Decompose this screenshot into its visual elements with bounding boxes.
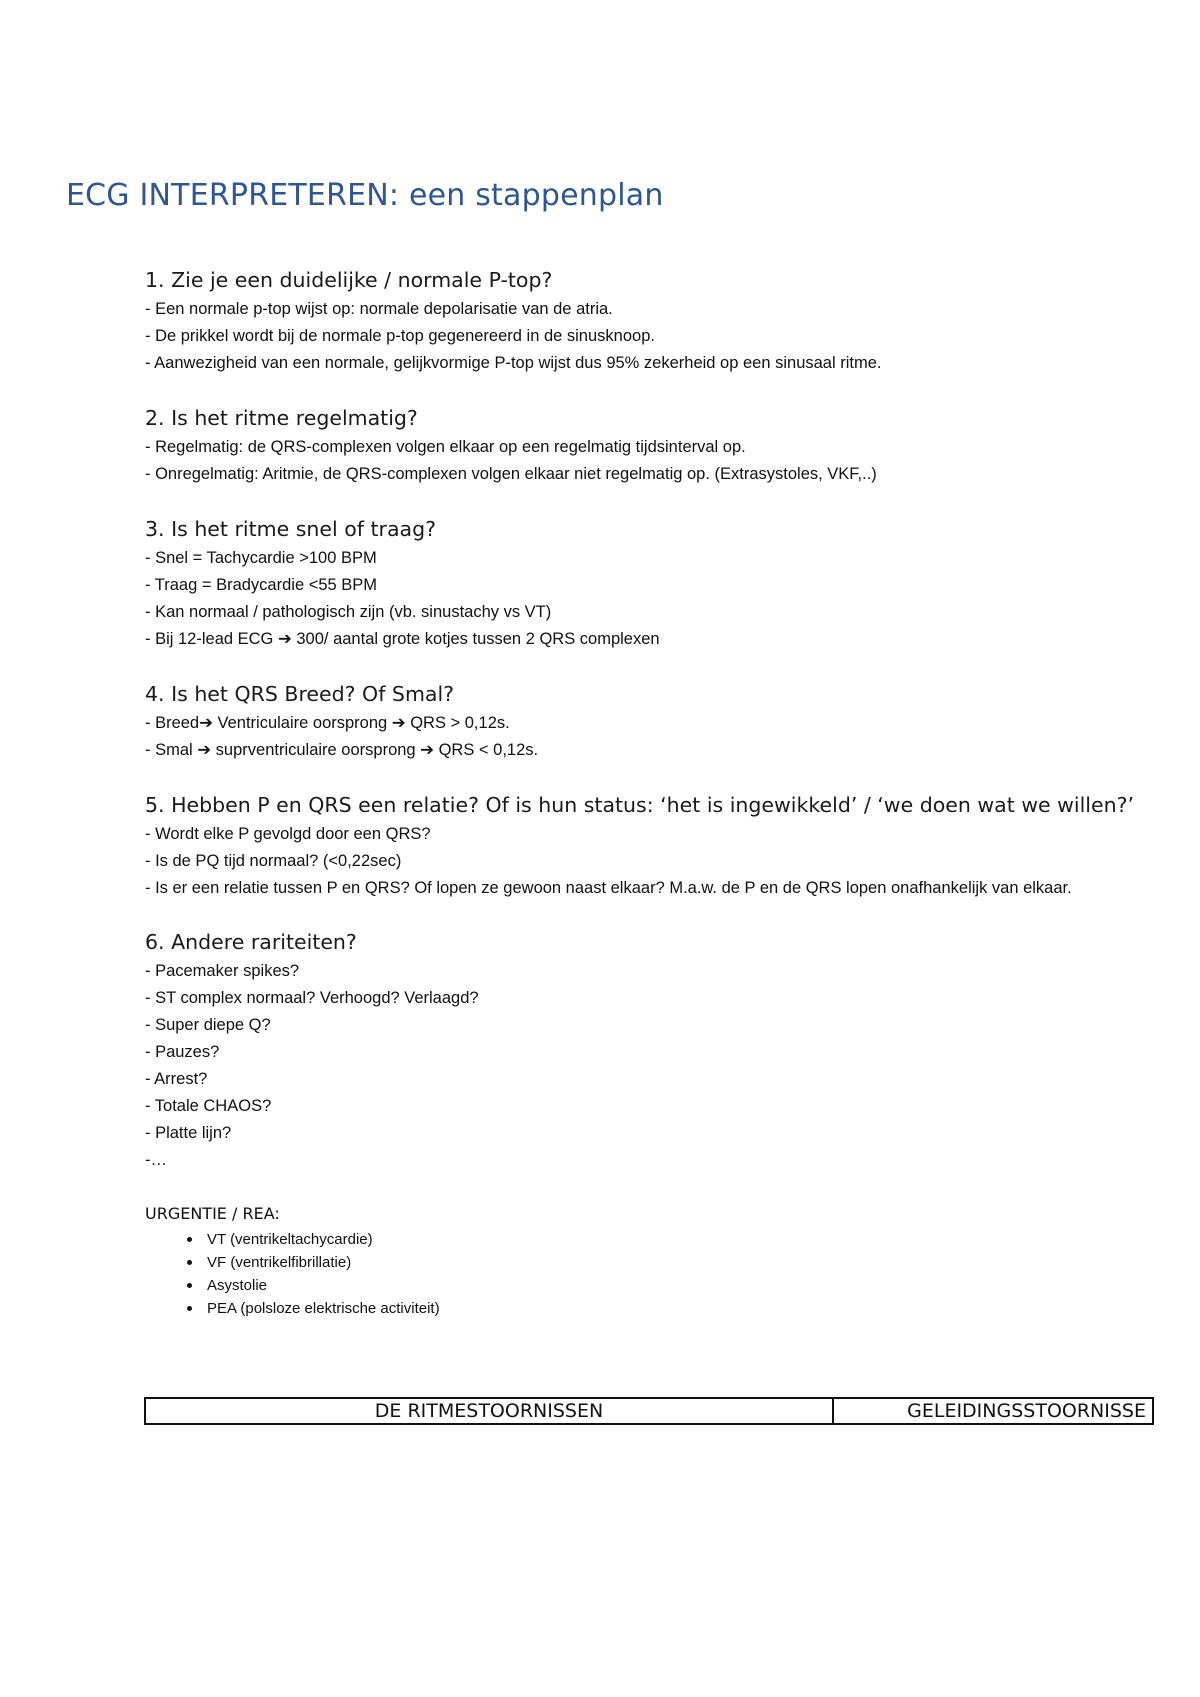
section-heading: 4. Is het QRS Breed? Of Smal? bbox=[145, 682, 455, 706]
urgentie-item: VF (ventrikelfibrillatie) bbox=[207, 1251, 1135, 1274]
section-list bbox=[145, 296, 1135, 377]
table-header-geleidingsstoornissen: GELEIDINGSSTOORNISSE bbox=[907, 1400, 1146, 1422]
urgentie-item: Asystolie bbox=[207, 1274, 1135, 1297]
list-item: - Is er een relatie tussen P en QRS? Of lopen ze gewoon naast elkaar? M.a.w. de P en de QRS lopen onafhankelijk van elkaar. bbox=[145, 879, 1072, 897]
list-item: - Pacemaker spikes? bbox=[145, 962, 300, 980]
table-header-ritmestoornissen: DE RITMESTOORNISSEN bbox=[146, 1399, 834, 1423]
list-item: - Arrest? bbox=[145, 1070, 208, 1088]
section-heading: 1. Zie je een duidelijke / normale P-top? bbox=[145, 268, 553, 292]
section-heading: 2. Is het ritme regelmatig? bbox=[145, 406, 418, 430]
document-title: ECG INTERPRETEREN: een stappenplan bbox=[66, 178, 664, 213]
list-item: - Aanwezigheid van een normale, gelijkvormige P-top wijst dus 95% zekerheid op een sinusaal ritme. bbox=[145, 354, 882, 372]
list-item: - Regelmatig: de QRS-complexen volgen elkaar op een regelmatig tijdsinterval op. bbox=[145, 438, 746, 456]
section-list bbox=[145, 434, 1135, 488]
list-item: - Snel = Tachycardie >100 BPM bbox=[145, 549, 377, 567]
table-header-row bbox=[144, 1397, 1154, 1425]
section-list bbox=[145, 710, 1135, 764]
list-item: - Pauzes? bbox=[145, 1043, 220, 1061]
list-item: - De prikkel wordt bij de normale p-top gegenereerd in de sinusknoop. bbox=[145, 327, 655, 345]
list-item: - Breed➔ Ventriculaire oorsprong ➔ QRS > 0,12s. bbox=[145, 714, 510, 732]
section-andere-rariteiten bbox=[145, 930, 1135, 1174]
list-item: - Platte lijn? bbox=[145, 1124, 232, 1142]
section-p-top bbox=[145, 268, 1135, 377]
section-list bbox=[145, 545, 1135, 653]
urgentie-block bbox=[145, 1203, 1135, 1320]
list-item: - Is de PQ tijd normaal? (<0,22sec) bbox=[145, 852, 402, 870]
list-item: -… bbox=[145, 1151, 167, 1169]
list-item: - Super diepe Q? bbox=[145, 1016, 271, 1034]
section-heading: 6. Andere rariteiten? bbox=[145, 930, 357, 954]
section-list bbox=[145, 821, 1135, 901]
section-regelmatig bbox=[145, 406, 1135, 488]
section-p-qrs-relatie bbox=[145, 793, 1135, 901]
urgentie-item: VT (ventrikeltachycardie) bbox=[207, 1228, 1135, 1251]
list-item: - Bij 12-lead ECG ➔ 300/ aantal grote kotjes tussen 2 QRS complexen bbox=[145, 630, 660, 648]
urgentie-label: URGENTIE / REA: bbox=[145, 1204, 280, 1223]
urgentie-list bbox=[145, 1228, 1135, 1320]
section-snel-traag bbox=[145, 517, 1135, 653]
urgentie-item: PEA (polsloze elektrische activiteit) bbox=[207, 1297, 1135, 1320]
section-qrs-breed-smal bbox=[145, 682, 1135, 764]
section-list bbox=[145, 958, 1135, 1174]
section-heading: 5. Hebben P en QRS een relatie? Of is hun status: ‘het is ingewikkeld’ / ‘we doen wat we willen?’ bbox=[145, 793, 1135, 817]
list-item: - Traag = Bradycardie <55 BPM bbox=[145, 576, 378, 594]
section-heading: 3. Is het ritme snel of traag? bbox=[145, 517, 436, 541]
list-item: - ST complex normaal? Verhoogd? Verlaagd? bbox=[145, 989, 479, 1007]
document-content bbox=[145, 268, 1135, 1320]
list-item: - Een normale p-top wijst op: normale depolarisatie van de atria. bbox=[145, 300, 613, 318]
list-item: - Kan normaal / pathologisch zijn (vb. sinustachy vs VT) bbox=[145, 603, 552, 621]
list-item: - Onregelmatig: Aritmie, de QRS-complexen volgen elkaar niet regelmatig op. (Extrasystoles, VKF,..) bbox=[145, 465, 877, 483]
list-item: - Smal ➔ suprventriculaire oorsprong ➔ QRS < 0,12s. bbox=[145, 741, 539, 759]
list-item: - Totale CHAOS? bbox=[145, 1097, 272, 1115]
list-item: - Wordt elke P gevolgd door een QRS? bbox=[145, 825, 431, 843]
